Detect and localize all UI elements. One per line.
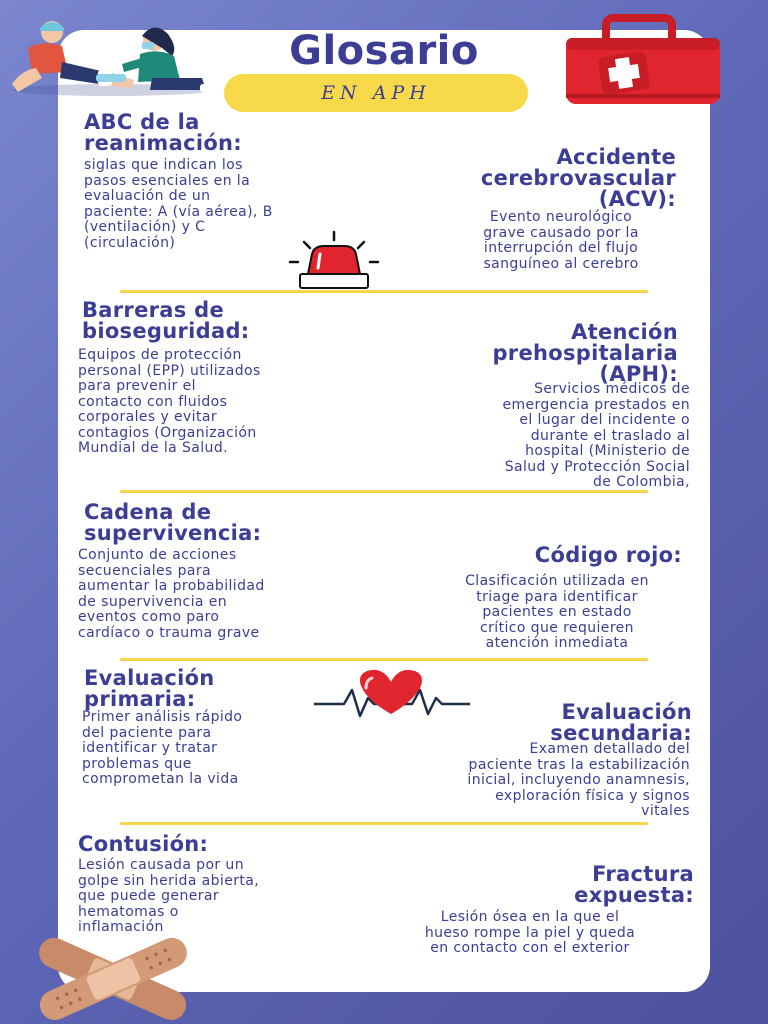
term-evaluacion-secundaria: Evaluación secundaria: [550,700,692,745]
definition-abc: siglas que indican los pasos esenciales en la evaluación de un paciente: A (vía aérea), B (ventilación) y C (circulación) [84,157,273,251]
definition-bioseguridad: Equipos de protección personal (EPP) utilizados para prevenir el contacto con fluidos corporales y evitar contagios (Organización Mundial de la Salud. [78,347,261,456]
bandage-icon [30,936,196,1020]
divider [120,658,648,661]
definition-evaluacion-primaria: Primer análisis rápido del paciente para identificar y tratar problemas que comprometan la vida [82,709,243,787]
term-abc: ABC de la reanimación: [84,110,242,155]
subtitle-badge [224,74,528,112]
definition-contusion: Lesión causada por un golpe sin herida abierta, que puede generar hematomas o inflamación [78,857,260,935]
term-acv: Accidente cerebrovascular (ACV): [480,145,676,211]
term-bioseguridad: Barreras de bioseguridad: [82,298,250,343]
divider [120,490,648,493]
heartbeat-icon [314,664,470,722]
siren-icon [282,228,386,294]
term-fractura-expuesta: Fractura expuesta: [574,862,694,907]
definition-fractura-expuesta: Lesión ósea en la que el hueso rompe la piel y queda en contacto con el exterior [424,909,636,956]
term-evaluacion-primaria: Evaluación primaria: [84,666,215,711]
divider [120,822,648,825]
term-codigo-rojo: Código rojo: [534,543,682,567]
term-aph: Atención prehospitalaria (APH): [492,320,678,386]
definition-evaluacion-secundaria: Examen detallado del paciente tras la estabilización inicial, incluyendo anamnesis, exploración física y signos vitales [467,741,690,819]
subtitle-text: EN APH [321,82,431,104]
definition-acv: Evento neurológico grave causado por la interrupción del flujo sanguíneo al cerebro [483,209,639,272]
divider [120,290,648,293]
definition-cadena: Conjunto de acciones secuenciales para aumentar la probabilidad de supervivencia en eventos como paro cardíaco o trauma grave [78,547,265,641]
term-cadena: Cadena de supervivencia: [84,500,262,545]
definition-aph: Servicios médicos de emergencia prestados en el lugar del incidente o durante el traslado al hospital (Ministerio de Salud y Protección Social de Colombia, [502,381,690,490]
definition-codigo-rojo: Clasificación utilizada en triage para identificar pacientes en estado crítico que requieren atención inmediata [465,573,649,651]
page-title: Glosario [289,28,479,74]
term-contusion: Contusión: [78,832,209,856]
